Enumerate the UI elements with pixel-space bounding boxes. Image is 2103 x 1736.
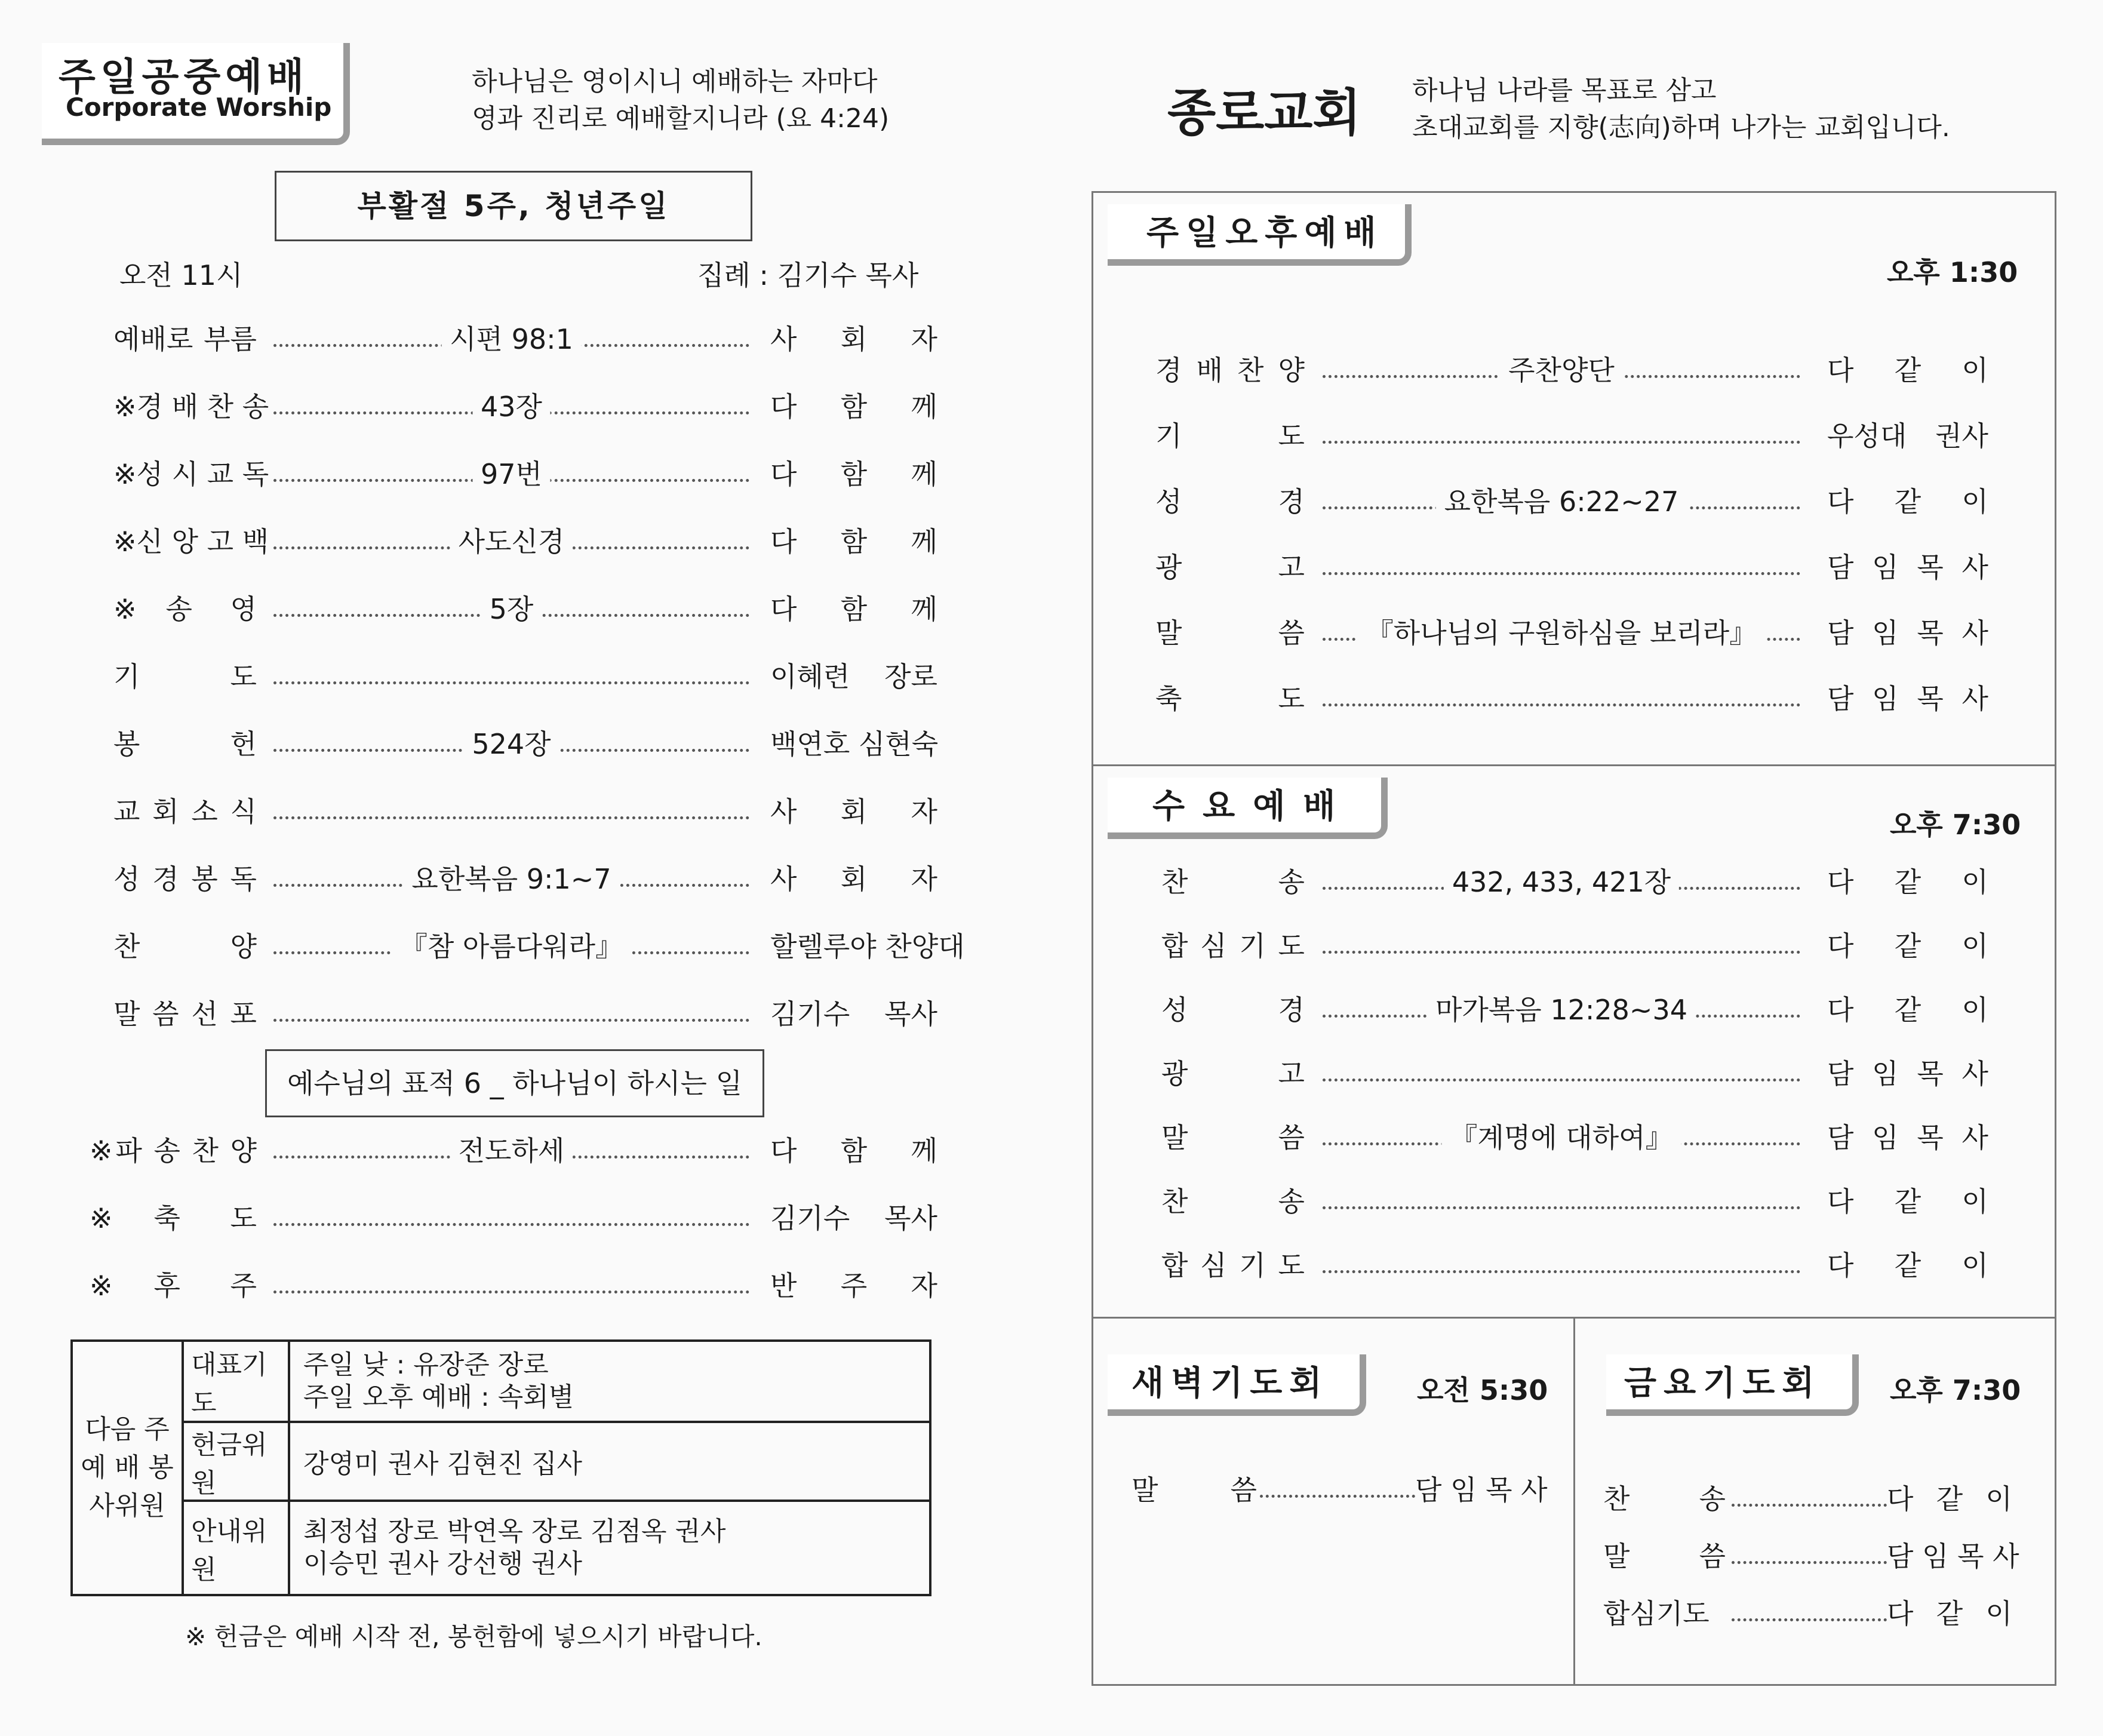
order-performer: 다 같 이 <box>1827 994 1988 1026</box>
order-performer: 다 같 이 <box>1827 866 1988 898</box>
order-performer: 김기수 목사 <box>770 1202 937 1234</box>
verse-line-1: 하나님은 영이시니 예배하는 자마다 <box>472 66 878 97</box>
frame-top <box>1092 191 2056 193</box>
order-item: 요한복음 9:1~7 <box>403 855 619 903</box>
friday-title: 금요기도회 <box>1624 1364 1822 1403</box>
wednesday-title: 수요예배 <box>1152 787 1354 826</box>
worship-title-en: Corporate Worship <box>66 93 332 122</box>
order-row <box>0 1532 2103 1580</box>
order-label: 기 도 <box>113 653 257 700</box>
order-row <box>0 1050 2103 1098</box>
occasion-box: 부활절 5주, 청년주일 <box>275 171 752 241</box>
order-label: 합 심 기 도 <box>1161 922 1305 970</box>
order-label: 봉 헌 <box>113 720 257 768</box>
duty-names: 주일 낮 : 유장준 장로 주일 오후 예배 : 속회별 <box>289 1341 930 1422</box>
order-performer: 담 임 목 사 <box>1415 1474 1548 1506</box>
order-item: 마가복음 12:28~34 <box>1427 986 1696 1034</box>
duty-names: 최정섭 장로 박연옥 장로 김점옥 권사 이승민 권사 강선행 권사 <box>289 1501 930 1595</box>
order-label: 말 씀 <box>1132 1466 1257 1514</box>
order-label: 찬 송 <box>1603 1475 1726 1523</box>
afternoon-title: 주일오후예배 <box>1146 214 1383 253</box>
motto-line-1: 하나님 나라를 목표로 삼고 <box>1412 75 1717 106</box>
order-label: ※신 앙 고 백 <box>113 518 257 566</box>
order-item: 『하나님의 구원하심을 보리라』 <box>1358 609 1765 657</box>
duty-role: 대표기도 <box>183 1341 289 1422</box>
order-item: 97번 <box>472 450 551 498</box>
order-label: 말 씀 <box>1603 1532 1726 1580</box>
leader-dots <box>1323 1206 1800 1209</box>
order-label: 교 회 소 식 <box>113 788 257 835</box>
order-performer: 백연호 심현숙 <box>770 728 939 760</box>
worship-title-ko: 주일공중예배 <box>59 56 309 100</box>
order-performer: 우성대 권사 <box>1827 420 1988 452</box>
volunteer-header: 다음 주 예 배 봉사위원 <box>72 1341 183 1595</box>
order-label: 광 고 <box>1161 1050 1305 1098</box>
order-performer: 다 함 께 <box>770 526 937 558</box>
order-performer: 담 임 목 사 <box>1827 683 1988 715</box>
order-label: 합심기도 <box>1603 1590 1726 1637</box>
order-label: ※성 시 교 독 <box>113 450 257 498</box>
motto-line-2: 초대교회를 지향(志向)하며 나가는 교회입니다. <box>1412 112 1950 143</box>
order-label: 합 심 기 도 <box>1161 1242 1305 1289</box>
order-item: 432, 433, 421장 <box>1444 858 1679 906</box>
leader-dots <box>1323 1079 1800 1081</box>
order-item: 사도신경 <box>450 518 573 566</box>
order-row <box>0 412 2103 460</box>
order-performer: 다 함 께 <box>770 391 937 423</box>
order-performer: 담 임 목 사 <box>1827 617 1988 649</box>
leader-dots <box>273 816 749 819</box>
order-row <box>0 720 2103 768</box>
dawn-time: 오전 5:30 <box>1417 1374 1548 1406</box>
order-performer: 다 함 께 <box>770 593 937 625</box>
order-label: 말 씀 <box>1161 1114 1305 1162</box>
order-label: 예배로 부름 <box>113 315 257 363</box>
order-performer: 사 회 자 <box>770 795 937 828</box>
order-row <box>0 543 2103 591</box>
order-performer: 이혜련 장로 <box>770 660 937 693</box>
order-item: 5장 <box>481 585 542 633</box>
order-performer: 김기수 목사 <box>770 998 937 1030</box>
afternoon-time: 오후 1:30 <box>1887 256 2018 288</box>
order-row <box>0 609 2103 657</box>
order-label: 찬 송 <box>1161 1178 1305 1225</box>
order-label: 축 도 <box>1155 675 1305 723</box>
order-row <box>0 1242 2103 1289</box>
order-performer: 담 임 목 사 <box>1827 551 1988 583</box>
order-performer: 다 같 이 <box>1827 1249 1988 1282</box>
order-label: ※축 도 <box>90 1194 257 1242</box>
order-label: 성 경 봉 독 <box>113 855 257 903</box>
order-performer: 담 임 목 사 <box>1827 1122 1988 1154</box>
order-label: 광 고 <box>1155 543 1305 591</box>
leader-dots <box>1323 703 1800 706</box>
service-time: 오전 11시 <box>119 259 243 291</box>
order-item: 요한복음 6:22~27 <box>1436 478 1687 526</box>
leader-dots <box>273 1291 749 1293</box>
order-row <box>0 346 2103 394</box>
order-item: 전도하세 <box>450 1127 573 1175</box>
wednesday-time: 오후 7:30 <box>1890 809 2021 841</box>
order-label: ※후 주 <box>90 1262 257 1310</box>
order-row <box>0 1475 2103 1523</box>
duty-role: 헌금위원 <box>183 1422 289 1501</box>
order-performer: 다 같 이 <box>1827 486 1988 518</box>
order-performer: 다 같 이 <box>1887 1483 2012 1515</box>
order-performer: 다 함 께 <box>770 458 937 490</box>
order-row <box>0 788 2103 835</box>
sermon-title-box: 예수님의 표적 6 _ 하나님이 하시는 일 <box>265 1049 764 1117</box>
frame-bottom <box>1092 1684 2056 1686</box>
order-label: 기 도 <box>1155 412 1305 460</box>
order-performer: 다 같 이 <box>1827 354 1988 386</box>
order-item: 주찬양단 <box>1500 346 1623 394</box>
verse-line-2: 영과 진리로 예배할지니라 (요 4:24) <box>472 103 890 134</box>
order-item: 시편 98:1 <box>441 315 582 363</box>
order-label: ※송 영 <box>113 585 257 633</box>
order-performer: 다 같 이 <box>1827 1185 1988 1218</box>
presider: 집례 : 김기수 목사 <box>697 259 919 291</box>
order-performer: 다 같 이 <box>1887 1597 2012 1630</box>
order-row <box>0 478 2103 526</box>
offering-footnote: ※ 헌금은 예배 시작 전, 봉헌함에 넣으시기 바랍니다. <box>185 1622 763 1651</box>
order-label: 찬 양 <box>113 923 257 970</box>
order-performer: 담 임 목 사 <box>1887 1540 2019 1572</box>
order-label: 말 씀 선 포 <box>113 990 257 1038</box>
duty-names: 강영미 권사 김현진 집사 <box>289 1422 930 1501</box>
church-name: 종로교회 <box>1167 84 1361 142</box>
duty-role: 안내위원 <box>183 1501 289 1595</box>
order-label: 경 배 찬 양 <box>1155 346 1305 394</box>
order-row <box>0 922 2103 970</box>
order-item: 『참 아름다워라』 <box>392 923 631 970</box>
order-performer: 담 임 목 사 <box>1827 1058 1988 1090</box>
leader-dots <box>1323 951 1800 954</box>
divider-1 <box>1092 764 2056 766</box>
leader-dots <box>1732 1504 1887 1507</box>
order-item: 43장 <box>472 383 551 431</box>
order-row <box>0 986 2103 1034</box>
leader-dots <box>1323 1270 1800 1273</box>
leader-dots <box>1323 441 1800 444</box>
leader-dots <box>1732 1618 1887 1621</box>
order-label: 성 경 <box>1161 986 1305 1034</box>
leader-dots <box>1732 1561 1887 1564</box>
order-performer: 할렐루야 찬양대 <box>770 930 965 963</box>
order-label: ※파 송 찬 양 <box>90 1127 257 1175</box>
order-row <box>0 1114 2103 1162</box>
order-row <box>0 675 2103 723</box>
leader-dots <box>1323 572 1800 575</box>
order-performer: 반 주 자 <box>770 1270 937 1302</box>
order-item: 524장 <box>463 720 559 768</box>
order-performer: 사 회 자 <box>770 323 937 355</box>
order-row <box>0 858 2103 906</box>
order-label: 성 경 <box>1155 478 1305 526</box>
order-performer: 다 함 께 <box>770 1135 937 1167</box>
order-label: 찬 송 <box>1161 858 1305 906</box>
order-row <box>0 1178 2103 1225</box>
order-performer: 다 같 이 <box>1827 930 1988 962</box>
friday-time: 오후 7:30 <box>1890 1374 2021 1406</box>
order-label: ※경 배 찬 송 <box>113 383 257 431</box>
order-item: 『계명에 대하여』 <box>1441 1114 1681 1162</box>
order-row <box>0 1590 2103 1637</box>
order-label: 말 씀 <box>1155 609 1305 657</box>
dawn-title: 새벽기도회 <box>1132 1364 1329 1403</box>
order-performer: 사 회 자 <box>770 863 937 895</box>
